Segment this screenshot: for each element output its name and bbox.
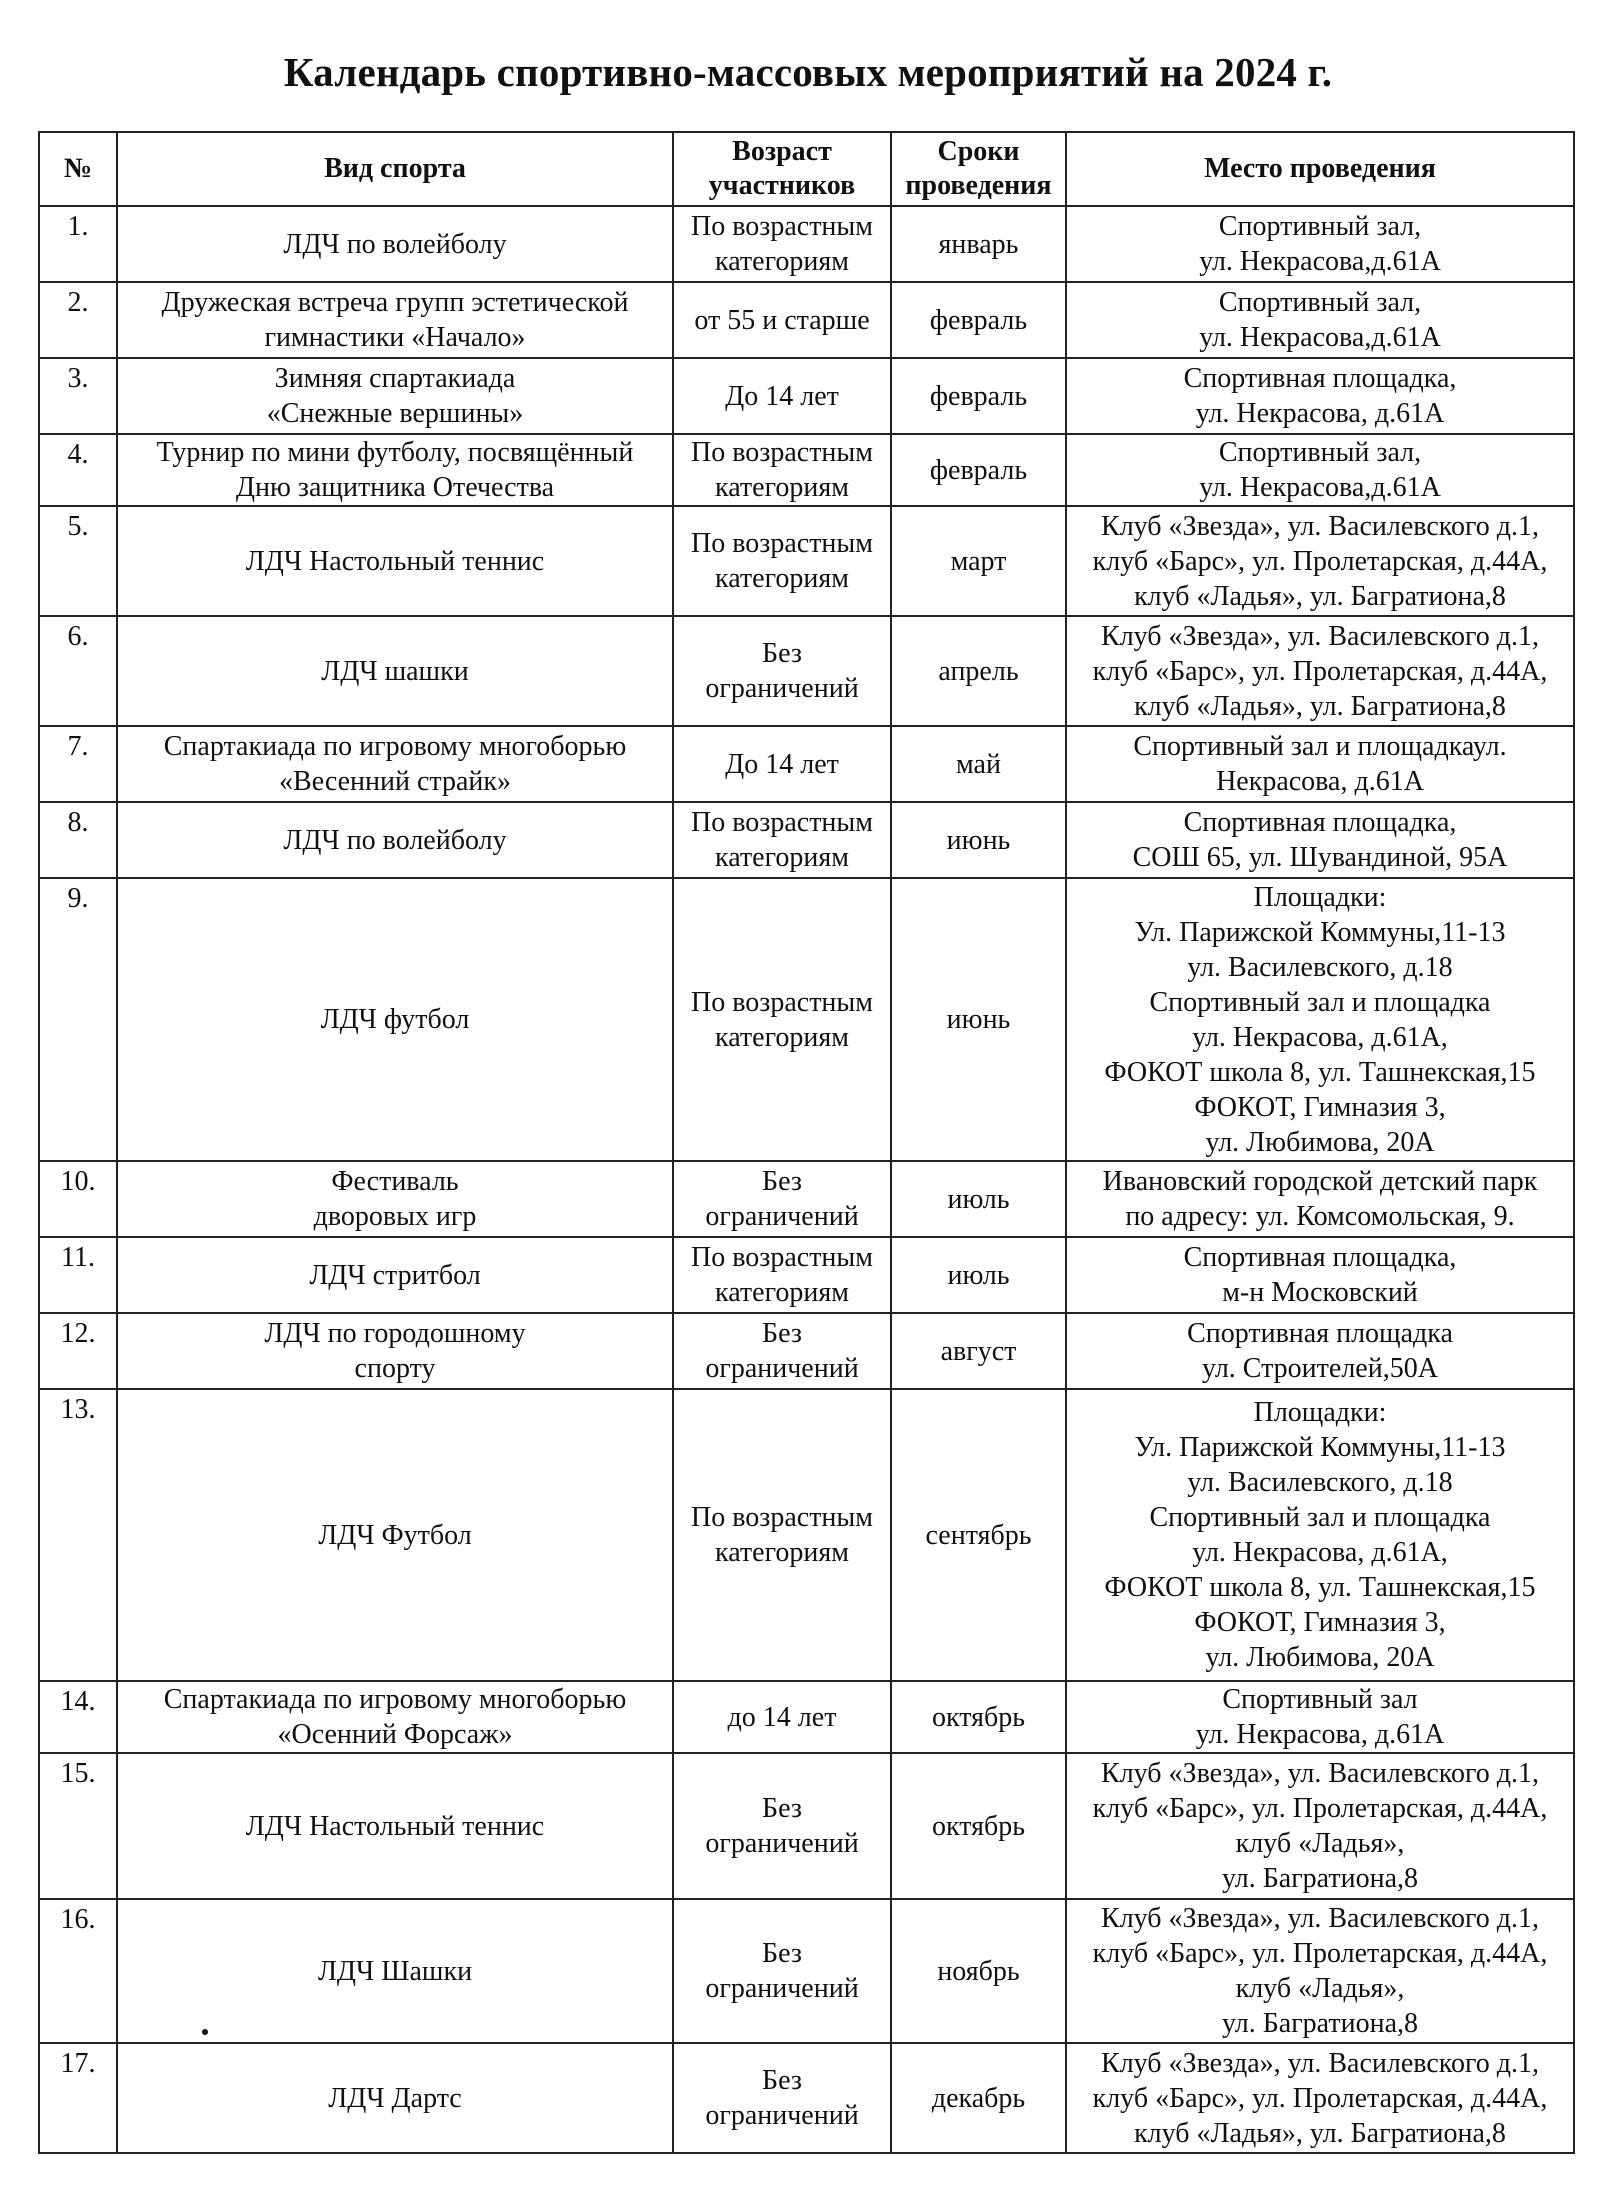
date-cell — [891, 206, 1066, 282]
table-row — [39, 506, 1574, 616]
header-number: № — [39, 132, 117, 206]
place-cell — [1066, 358, 1574, 434]
age-cell — [673, 1161, 891, 1237]
place-cell-text: Спортивная площадка, м-н Московский — [1183, 1242, 1457, 1308]
row-number-cell — [39, 1161, 117, 1237]
age-cell — [673, 1389, 891, 1681]
sport-cell — [117, 2043, 673, 2153]
age-cell-text: По возрастным категориям — [691, 986, 873, 1053]
date-cell-text: август — [940, 1335, 1017, 1367]
date-cell — [891, 616, 1066, 726]
table-row — [39, 1899, 1574, 2043]
sport-cell-text: Фестиваль дворовых игр — [313, 1166, 477, 1232]
date-cell-text: июль — [947, 1183, 1010, 1215]
place-cell — [1066, 282, 1574, 358]
place-cell-text: Клуб «Звезда», ул. Василевского д.1, клуб «Барс», ул. Пролетарская, д.44А, клуб «Ладья», ул. Багратиона,8 — [1092, 510, 1548, 612]
table-header-row — [39, 132, 1574, 206]
sport-cell — [117, 1753, 673, 1899]
age-cell — [673, 616, 891, 726]
age-cell-text: По возрастным категориям — [691, 1502, 873, 1568]
age-cell — [673, 726, 891, 802]
date-cell-text: июль — [947, 1259, 1010, 1291]
place-cell — [1066, 616, 1574, 726]
age-cell-text: До 14 лет — [725, 380, 839, 412]
sport-cell-text: ЛДЧ Дартс — [328, 2082, 462, 2114]
place-cell — [1066, 1161, 1574, 1237]
date-cell — [891, 1389, 1066, 1681]
sport-cell-text: Зимняя спартакиада «Снежные вершины» — [266, 363, 524, 429]
row-number-cell — [39, 506, 117, 616]
sport-cell — [117, 358, 673, 434]
sport-cell-text: ЛДЧ Настольный теннис — [245, 545, 545, 577]
place-cell-text: Ивановский городской детский парк по адресу: ул. Комсомольская, 9. — [1102, 1166, 1538, 1232]
row-number-cell-text: 1. — [67, 211, 89, 242]
age-cell — [673, 434, 891, 506]
place-cell — [1066, 506, 1574, 616]
row-number-cell — [39, 1313, 117, 1389]
date-cell-text: декабрь — [931, 2082, 1026, 2114]
date-cell-text: февраль — [929, 454, 1028, 486]
date-cell — [891, 802, 1066, 878]
place-cell — [1066, 1237, 1574, 1313]
row-number-cell-text: 5. — [67, 511, 89, 542]
row-number-cell — [39, 1681, 117, 1753]
place-cell-text: Спортивная площадка, СОШ 65, ул. Шувандиной, 95А — [1132, 807, 1508, 873]
date-cell — [891, 1753, 1066, 1899]
table-row — [39, 1681, 1574, 1753]
sport-cell — [117, 1389, 673, 1681]
row-number-cell-text: 11. — [61, 1242, 95, 1273]
header-dates: Сроки проведения — [891, 132, 1066, 206]
sport-cell-text: Дружеская встреча групп эстетической гимнастики «Начало» — [161, 287, 629, 353]
sport-cell-text: Турнир по мини футболу, посвящённый Дню защитника Отечества — [156, 437, 634, 503]
table-row — [39, 1389, 1574, 1681]
table-row — [39, 1237, 1574, 1313]
row-number-cell — [39, 282, 117, 358]
age-cell-text: Без ограничений — [705, 1793, 859, 1859]
place-cell — [1066, 726, 1574, 802]
place-cell-text: Клуб «Звезда», ул. Василевского д.1, клуб «Барс», ул. Пролетарская, д.44А, клуб «Ладья», ул. Багратиона,8 — [1092, 620, 1548, 722]
row-number-cell-text: 16. — [60, 1904, 96, 1935]
age-cell — [673, 1313, 891, 1389]
place-cell — [1066, 1753, 1574, 1899]
sport-cell — [117, 878, 673, 1161]
row-number-cell-text: 17. — [60, 2048, 96, 2079]
age-cell-text: По возрастным категориям — [691, 528, 873, 594]
place-cell — [1066, 206, 1574, 282]
row-number-cell-text: 6. — [67, 621, 89, 652]
header-sport: Вид спорта — [117, 132, 673, 206]
document-title: Календарь спортивно-массовых мероприятий на 2024 г. — [283, 49, 1333, 95]
row-number-cell-text: 2. — [67, 287, 89, 318]
age-cell-text: до 14 лет — [727, 1701, 837, 1733]
row-number-cell — [39, 726, 117, 802]
sport-cell — [117, 1161, 673, 1237]
header-place: Место проведения — [1066, 132, 1574, 206]
place-cell-text: Спортивный зал, ул. Некрасова,д.61А — [1199, 437, 1441, 503]
sport-cell-text: ЛДЧ Настольный теннис — [245, 1810, 545, 1842]
row-number-cell-text: 3. — [67, 363, 89, 394]
table-row — [39, 802, 1574, 878]
table-row — [39, 1161, 1574, 1237]
age-cell — [673, 506, 891, 616]
sport-cell-text: ЛДЧ стритбол — [309, 1259, 481, 1291]
sport-cell-text: ЛДЧ футбол — [320, 1004, 470, 1035]
age-cell-text: До 14 лет — [725, 748, 839, 780]
place-cell — [1066, 878, 1574, 1161]
header-age: Возраст участников — [673, 132, 891, 206]
table-row — [39, 434, 1574, 506]
age-cell — [673, 206, 891, 282]
row-number-cell — [39, 802, 117, 878]
age-cell-text: Без ограничений — [705, 2065, 859, 2131]
age-cell — [673, 1899, 891, 2043]
row-number-cell — [39, 1389, 117, 1681]
sport-cell — [117, 616, 673, 726]
sport-cell-text: ЛДЧ по городошному спорту — [264, 1318, 526, 1384]
place-cell-text: Спортивный зал и площадкаул. Некрасова, д.61А — [1133, 731, 1507, 797]
date-cell — [891, 434, 1066, 506]
row-number-cell — [39, 358, 117, 434]
row-number-cell-text: 9. — [67, 883, 89, 914]
age-cell-text: Без ограничений — [705, 638, 859, 704]
place-cell-text: Клуб «Звезда», ул. Василевского д.1, клуб «Барс», ул. Пролетарская, д.44А, клуб «Ладья», ул. Багратиона,8 — [1092, 1758, 1548, 1894]
place-cell — [1066, 1681, 1574, 1753]
place-cell-text: Спортивная площадка, ул. Некрасова, д.61А — [1183, 363, 1457, 429]
row-number-cell-text: 14. — [60, 1686, 96, 1717]
row-number-cell — [39, 1753, 117, 1899]
date-cell-text: апрель — [938, 655, 1019, 687]
date-cell-text: январь — [938, 228, 1019, 260]
row-number-cell — [39, 1237, 117, 1313]
sport-cell-text: ЛДЧ Шашки — [317, 1955, 473, 1987]
table-body — [39, 206, 1574, 2153]
date-cell-text: июнь — [946, 824, 1011, 856]
sport-cell-text: ЛДЧ по волейболу — [283, 824, 507, 856]
sport-cell-text: Спартакиада по игровому многоборью «Весенний страйк» — [163, 731, 627, 797]
date-cell-text: февраль — [929, 304, 1028, 336]
row-number-cell-text: 10. — [60, 1166, 96, 1197]
date-cell-text: ноябрь — [937, 1955, 1020, 1987]
table-row — [39, 1753, 1574, 1899]
place-cell — [1066, 1313, 1574, 1389]
age-cell — [673, 282, 891, 358]
sport-cell — [117, 1899, 673, 2043]
row-number-cell-text: 8. — [67, 807, 89, 838]
age-cell-text: Без ограничений — [705, 1166, 859, 1232]
sport-cell — [117, 506, 673, 616]
date-cell-text: март — [950, 545, 1007, 577]
sport-cell — [117, 1237, 673, 1313]
sport-cell — [117, 802, 673, 878]
age-cell-text: Без ограничений — [705, 1938, 859, 2004]
events-calendar-table — [38, 131, 1575, 2154]
date-cell-text: сентябрь — [925, 1519, 1032, 1551]
date-cell — [891, 2043, 1066, 2153]
age-cell-text: от 55 и старше — [694, 304, 870, 336]
place-cell — [1066, 802, 1574, 878]
date-cell-text: октябрь — [932, 1701, 1025, 1733]
sport-cell — [117, 1681, 673, 1753]
age-cell — [673, 1237, 891, 1313]
date-cell-text: октябрь — [932, 1810, 1025, 1842]
place-cell-text: Площадки: Ул. Парижской Коммуны,11-13 ул. Василевского, д.18 Спортивный зал и площадка ул. Некрасова, д.61А, ФОКОТ школа 8, ул. Ташнекская,15 ФОКОТ, Гимназия 3, ул. Любимова, 20А — [1104, 1397, 1536, 1673]
place-cell-text: Спортивный зал ул. Некрасова, д.61А — [1195, 1684, 1445, 1750]
place-cell-text: Клуб «Звезда», ул. Василевского д.1, клуб «Барс», ул. Пролетарская, д.44А, клуб «Ладья», ул. Багратиона,8 — [1092, 1903, 1548, 2039]
row-number-cell-text: 4. — [67, 439, 89, 470]
table-row — [39, 878, 1574, 1161]
date-cell-text: июнь — [946, 1004, 1011, 1035]
row-number-cell — [39, 878, 117, 1161]
sport-cell — [117, 282, 673, 358]
date-cell — [891, 506, 1066, 616]
sport-cell-text: Спартакиада по игровому многоборью «Осенний Форсаж» — [163, 1684, 627, 1750]
age-cell — [673, 802, 891, 878]
age-cell-text: По возрастным категориям — [691, 1242, 873, 1308]
row-number-cell — [39, 206, 117, 282]
table-row — [39, 616, 1574, 726]
scan-speck — [202, 2029, 208, 2035]
table-row — [39, 726, 1574, 802]
age-cell — [673, 1681, 891, 1753]
date-cell — [891, 1161, 1066, 1237]
age-cell-text: По возрастным категориям — [691, 807, 873, 873]
date-cell — [891, 726, 1066, 802]
place-cell-text: Площадки: Ул. Парижской Коммуны,11-13 ул. Василевского, д.18 Спортивный зал и площадка ул. Некрасова, д.61А, ФОКОТ школа 8, ул. Ташнекская,15 ФОКОТ, Гимназия 3, ул. Любимова, 20А — [1104, 881, 1536, 1158]
table-row — [39, 206, 1574, 282]
table-row — [39, 358, 1574, 434]
table-row — [39, 282, 1574, 358]
row-number-cell — [39, 434, 117, 506]
row-number-cell-text: 7. — [67, 731, 89, 762]
place-cell-text: Спортивная площадка ул. Строителей,50А — [1187, 1318, 1453, 1384]
place-cell-text: Спортивный зал, ул. Некрасова,д.61А — [1199, 211, 1441, 277]
place-cell-text: Спортивный зал, ул. Некрасова,д.61А — [1199, 287, 1441, 353]
table-row — [39, 1313, 1574, 1389]
row-number-cell-text: 12. — [60, 1318, 96, 1349]
age-cell-text: Без ограничений — [705, 1318, 859, 1384]
age-cell — [673, 2043, 891, 2153]
place-cell — [1066, 434, 1574, 506]
place-cell — [1066, 2043, 1574, 2153]
date-cell — [891, 282, 1066, 358]
place-cell-text: Клуб «Звезда», ул. Василевского д.1, клуб «Барс», ул. Пролетарская, д.44А, клуб «Ладья», ул. Багратиона,8 — [1092, 2047, 1548, 2149]
age-cell-text: По возрастным категориям — [691, 437, 873, 503]
row-number-cell — [39, 616, 117, 726]
table-row — [39, 2043, 1574, 2153]
sport-cell — [117, 726, 673, 802]
age-cell — [673, 878, 891, 1161]
row-number-cell-text: 15. — [60, 1758, 96, 1789]
date-cell-text: февраль — [929, 380, 1028, 412]
date-cell — [891, 1237, 1066, 1313]
date-cell-text: май — [956, 748, 1001, 780]
age-cell — [673, 1753, 891, 1899]
place-cell — [1066, 1899, 1574, 2043]
date-cell — [891, 358, 1066, 434]
date-cell — [891, 1313, 1066, 1389]
date-cell — [891, 1681, 1066, 1753]
sport-cell — [117, 206, 673, 282]
date-cell — [891, 878, 1066, 1161]
place-cell — [1066, 1389, 1574, 1681]
row-number-cell — [39, 1899, 117, 2043]
sport-cell-text: ЛДЧ Футбол — [318, 1519, 472, 1551]
age-cell-text: По возрастным категориям — [691, 211, 873, 277]
sport-cell — [117, 1313, 673, 1389]
sport-cell — [117, 434, 673, 506]
date-cell — [891, 1899, 1066, 2043]
sport-cell-text: ЛДЧ шашки — [321, 655, 469, 687]
sport-cell-text: ЛДЧ по волейболу — [283, 228, 507, 260]
row-number-cell — [39, 2043, 117, 2153]
row-number-cell-text: 13. — [60, 1394, 96, 1425]
age-cell — [673, 358, 891, 434]
